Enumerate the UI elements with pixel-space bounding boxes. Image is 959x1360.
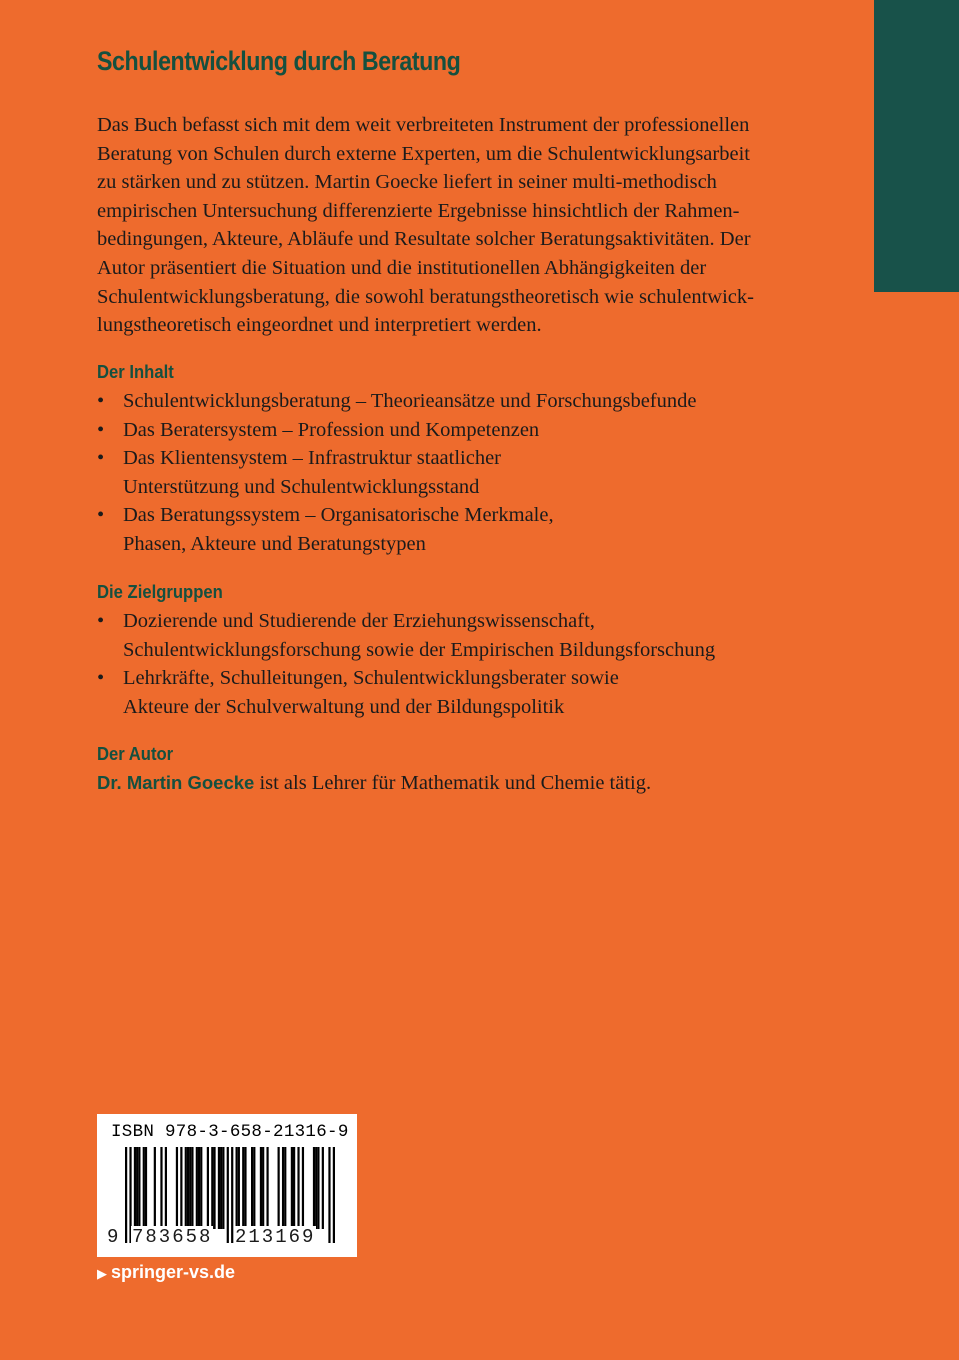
- barcode-bar: [160, 1147, 162, 1229]
- barcode-bar: [317, 1147, 319, 1229]
- audience-heading: Die Zielgruppen: [97, 581, 223, 602]
- barcode-bar: [191, 1147, 193, 1229]
- publisher-website[interactable]: [97, 1262, 235, 1283]
- barcode-bar: [291, 1147, 293, 1229]
- list-item-line: Unterstützung und Schulentwicklungsstand: [123, 475, 480, 498]
- barcode-bar: [154, 1147, 156, 1229]
- ean-right-digits: 213169: [235, 1226, 316, 1248]
- barcode-bar: [136, 1147, 138, 1229]
- list-item-line: Das Beratungssystem – Organisatorische Merkmale,: [123, 504, 554, 527]
- list-item-line: Phasen, Akteure und Beratungstypen: [123, 532, 426, 555]
- barcode-bar: [189, 1147, 191, 1229]
- bullet: •: [97, 504, 105, 527]
- author-name: Dr. Martin Goecke: [97, 772, 255, 793]
- barcode-bar: [198, 1147, 200, 1229]
- ean-left-digits: 783658: [132, 1226, 213, 1248]
- barcode-bar: [253, 1147, 255, 1229]
- barcode-bar: [220, 1147, 222, 1229]
- barcode-bar: [251, 1147, 253, 1229]
- barcode-bar: [211, 1147, 213, 1229]
- list-item-line: Dozierende und Studierende der Erziehungswissenschaft,: [123, 610, 595, 632]
- barcode-bar: [278, 1147, 280, 1229]
- description-line: empirischen Untersuchung differenzierte Ergebnisse hinsichtlich der Rahmen-: [97, 199, 740, 222]
- list-item-line: Akteure der Schulverwaltung und der Bildungspolitik: [123, 695, 565, 718]
- barcode-bar: [176, 1147, 178, 1229]
- barcode-bar: [242, 1147, 244, 1229]
- barcode-bar: [293, 1147, 295, 1229]
- isbn-barcode: [97, 1114, 357, 1257]
- author-line: [97, 769, 651, 798]
- barcode-bar: [207, 1147, 209, 1229]
- bullet: •: [97, 418, 105, 441]
- barcode-bar: [284, 1147, 286, 1229]
- barcode-bar: [328, 1147, 330, 1243]
- barcode-bar: [333, 1147, 335, 1243]
- barcode-bar: [282, 1147, 284, 1229]
- description-line: zu stärken und zu stützen. Martin Goecke liefert in seiner multi-methodisch: [97, 171, 717, 194]
- barcode-bar: [145, 1147, 147, 1229]
- barcode-bar: [218, 1147, 220, 1229]
- barcode-bar: [143, 1147, 145, 1229]
- publisher-website-label: springer-vs.de: [111, 1262, 236, 1282]
- arrow-right-icon: ▶: [97, 1266, 107, 1281]
- list-item-line: Schulentwicklungsberatung – Theorieansätze und Forschungsbefunde: [123, 390, 697, 412]
- isbn-number: ISBN 978-3-658-21316-9: [111, 1122, 349, 1142]
- barcode-bar: [266, 1147, 268, 1229]
- list-item: [97, 416, 797, 445]
- bullet: •: [97, 610, 105, 632]
- barcode-bar: [262, 1147, 264, 1229]
- barcode-bar: [134, 1147, 136, 1229]
- barcode-bar: [313, 1147, 315, 1229]
- bullet: •: [97, 390, 105, 412]
- description-line: Autor präsentiert die Situation und die institutionellen Abhängigkeiten der: [97, 256, 707, 279]
- barcode-bar: [236, 1147, 238, 1229]
- list-item: [97, 501, 797, 558]
- list-item: [97, 664, 797, 721]
- bullet: •: [97, 447, 105, 470]
- contents-list: [97, 387, 797, 559]
- barcode-bar: [187, 1147, 189, 1229]
- book-title: Schulentwicklung durch Beratung: [97, 46, 461, 76]
- ean-first-digit: 9: [107, 1226, 119, 1248]
- author-heading: Der Autor: [97, 743, 174, 764]
- author-description: ist als Lehrer für Mathematik und Chemie tätig.: [254, 772, 652, 794]
- barcode-bar: [180, 1147, 182, 1229]
- list-item: [97, 444, 797, 501]
- list-item-line: Das Klientensystem – Infrastruktur staatlicher: [123, 447, 501, 470]
- list-item: [97, 607, 797, 664]
- list-item-line: Schulentwicklungsforschung sowie der Empirischen Bildungsforschung: [123, 638, 716, 661]
- barcode-bar: [297, 1147, 299, 1229]
- audience-list: [97, 607, 797, 721]
- barcode-bar: [138, 1147, 140, 1229]
- bullet: •: [97, 667, 105, 690]
- barcode-bar: [125, 1147, 127, 1243]
- barcode-bar: [196, 1147, 198, 1229]
- list-item-line: Lehrkräfte, Schulleitungen, Schulentwicklungsberater sowie: [123, 667, 619, 690]
- contents-heading: Der Inhalt: [97, 361, 174, 382]
- barcode-bar: [165, 1147, 167, 1229]
- barcode-bar: [260, 1147, 262, 1229]
- description-paragraph: [97, 111, 809, 340]
- description-line: Schulentwicklungsberatung, die sowohl beratungstheoretisch wie schulentwick-: [97, 285, 754, 308]
- barcode-bar: [322, 1147, 324, 1229]
- barcode-bar: [231, 1147, 233, 1243]
- barcode-bar: [213, 1147, 215, 1229]
- barcode-bar: [222, 1147, 224, 1229]
- description-line: lungstheoretisch eingeordnet und interpretiert werden.: [97, 314, 542, 337]
- list-item: [97, 387, 797, 416]
- description-line: bedingungen, Akteure, Abläufe und Resultate solcher Beratungsaktivitäten. Der: [97, 228, 751, 251]
- barcode-bar: [315, 1147, 317, 1229]
- barcode-bar: [227, 1147, 229, 1243]
- barcode-bar: [244, 1147, 246, 1229]
- description-line: Beratung von Schulen durch externe Experten, um die Schulentwicklungsarbeit: [97, 142, 750, 165]
- list-item-line: Das Beratersystem – Profession und Kompetenzen: [123, 418, 540, 441]
- cover-accent-block: [874, 0, 959, 292]
- barcode-bar: [200, 1147, 202, 1229]
- barcode-bar: [238, 1147, 240, 1229]
- description-line: Das Buch befasst sich mit dem weit verbreiteten Instrument der professionellen: [97, 114, 750, 136]
- barcode-bar: [185, 1147, 187, 1229]
- barcode-bar: [302, 1147, 304, 1229]
